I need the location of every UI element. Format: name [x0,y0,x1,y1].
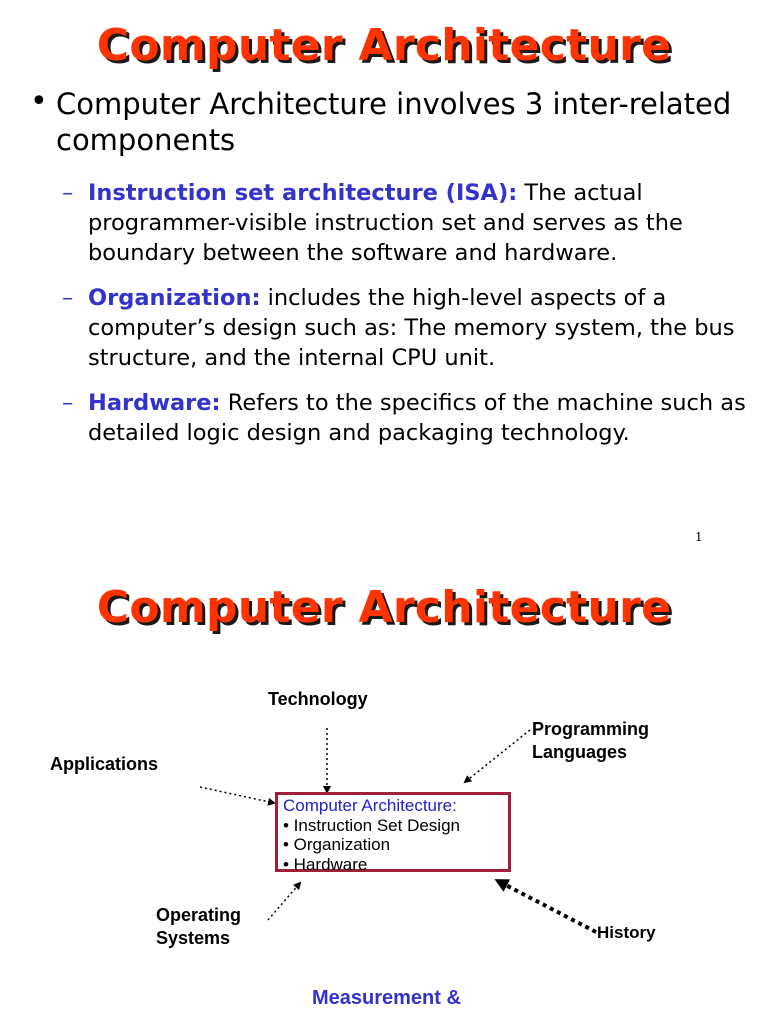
bullet-text: Computer Architecture involves 3 inter-related components [56,87,732,157]
label-applications: Applications [50,754,159,774]
term-isa: Instruction set architecture (ISA): [88,180,518,206]
definition-hardware: Refers to the specifics of the machine such as detailed logic design and packaging technology. [88,390,746,446]
box-heading: Computer Architecture: [283,796,457,815]
main-bullet [30,86,766,158]
sub-bullet-isa [62,178,768,268]
sub-bullet-hardware [62,388,768,448]
term-organization: Organization: [88,285,261,311]
dash-icon: – [62,180,74,206]
box-item-hardware: • Hardware [283,854,368,874]
box-item-organization: • Organization [283,835,391,854]
definition-isa: The actual programmer-visible instruction set and serves as the boundary between the software and hardware. [88,180,683,266]
label-programming-languages: Programming Languages [532,719,650,762]
sub-bullet-organization [62,283,768,373]
arrow-programming [465,730,530,782]
architecture-box [275,792,511,872]
arrow-applications [200,787,274,803]
label-history: History [597,923,656,942]
label-operating-systems: Operating Systems [156,905,242,948]
term-hardware: Hardware: [88,390,221,416]
bullet-icon: • [30,84,48,119]
slide-title: Computer Architecture [96,20,672,71]
definition-organization: includes the high-level aspects of a computer’s design such as: The memory system, the bus structure, and the internal CPU unit. [88,285,735,371]
arrow-operating-systems [268,883,300,920]
slide-title: Computer Architecture [96,582,672,633]
label-measurement: Measurement & [312,987,461,1009]
dash-icon: – [62,285,74,311]
slide-2 [0,560,768,1024]
dash-icon: – [62,390,74,416]
box-item-instruction-set: • Instruction Set Design [283,815,460,835]
arrow-history [498,881,596,932]
label-technology: Technology [268,689,368,709]
page-number: 1 [695,530,703,544]
